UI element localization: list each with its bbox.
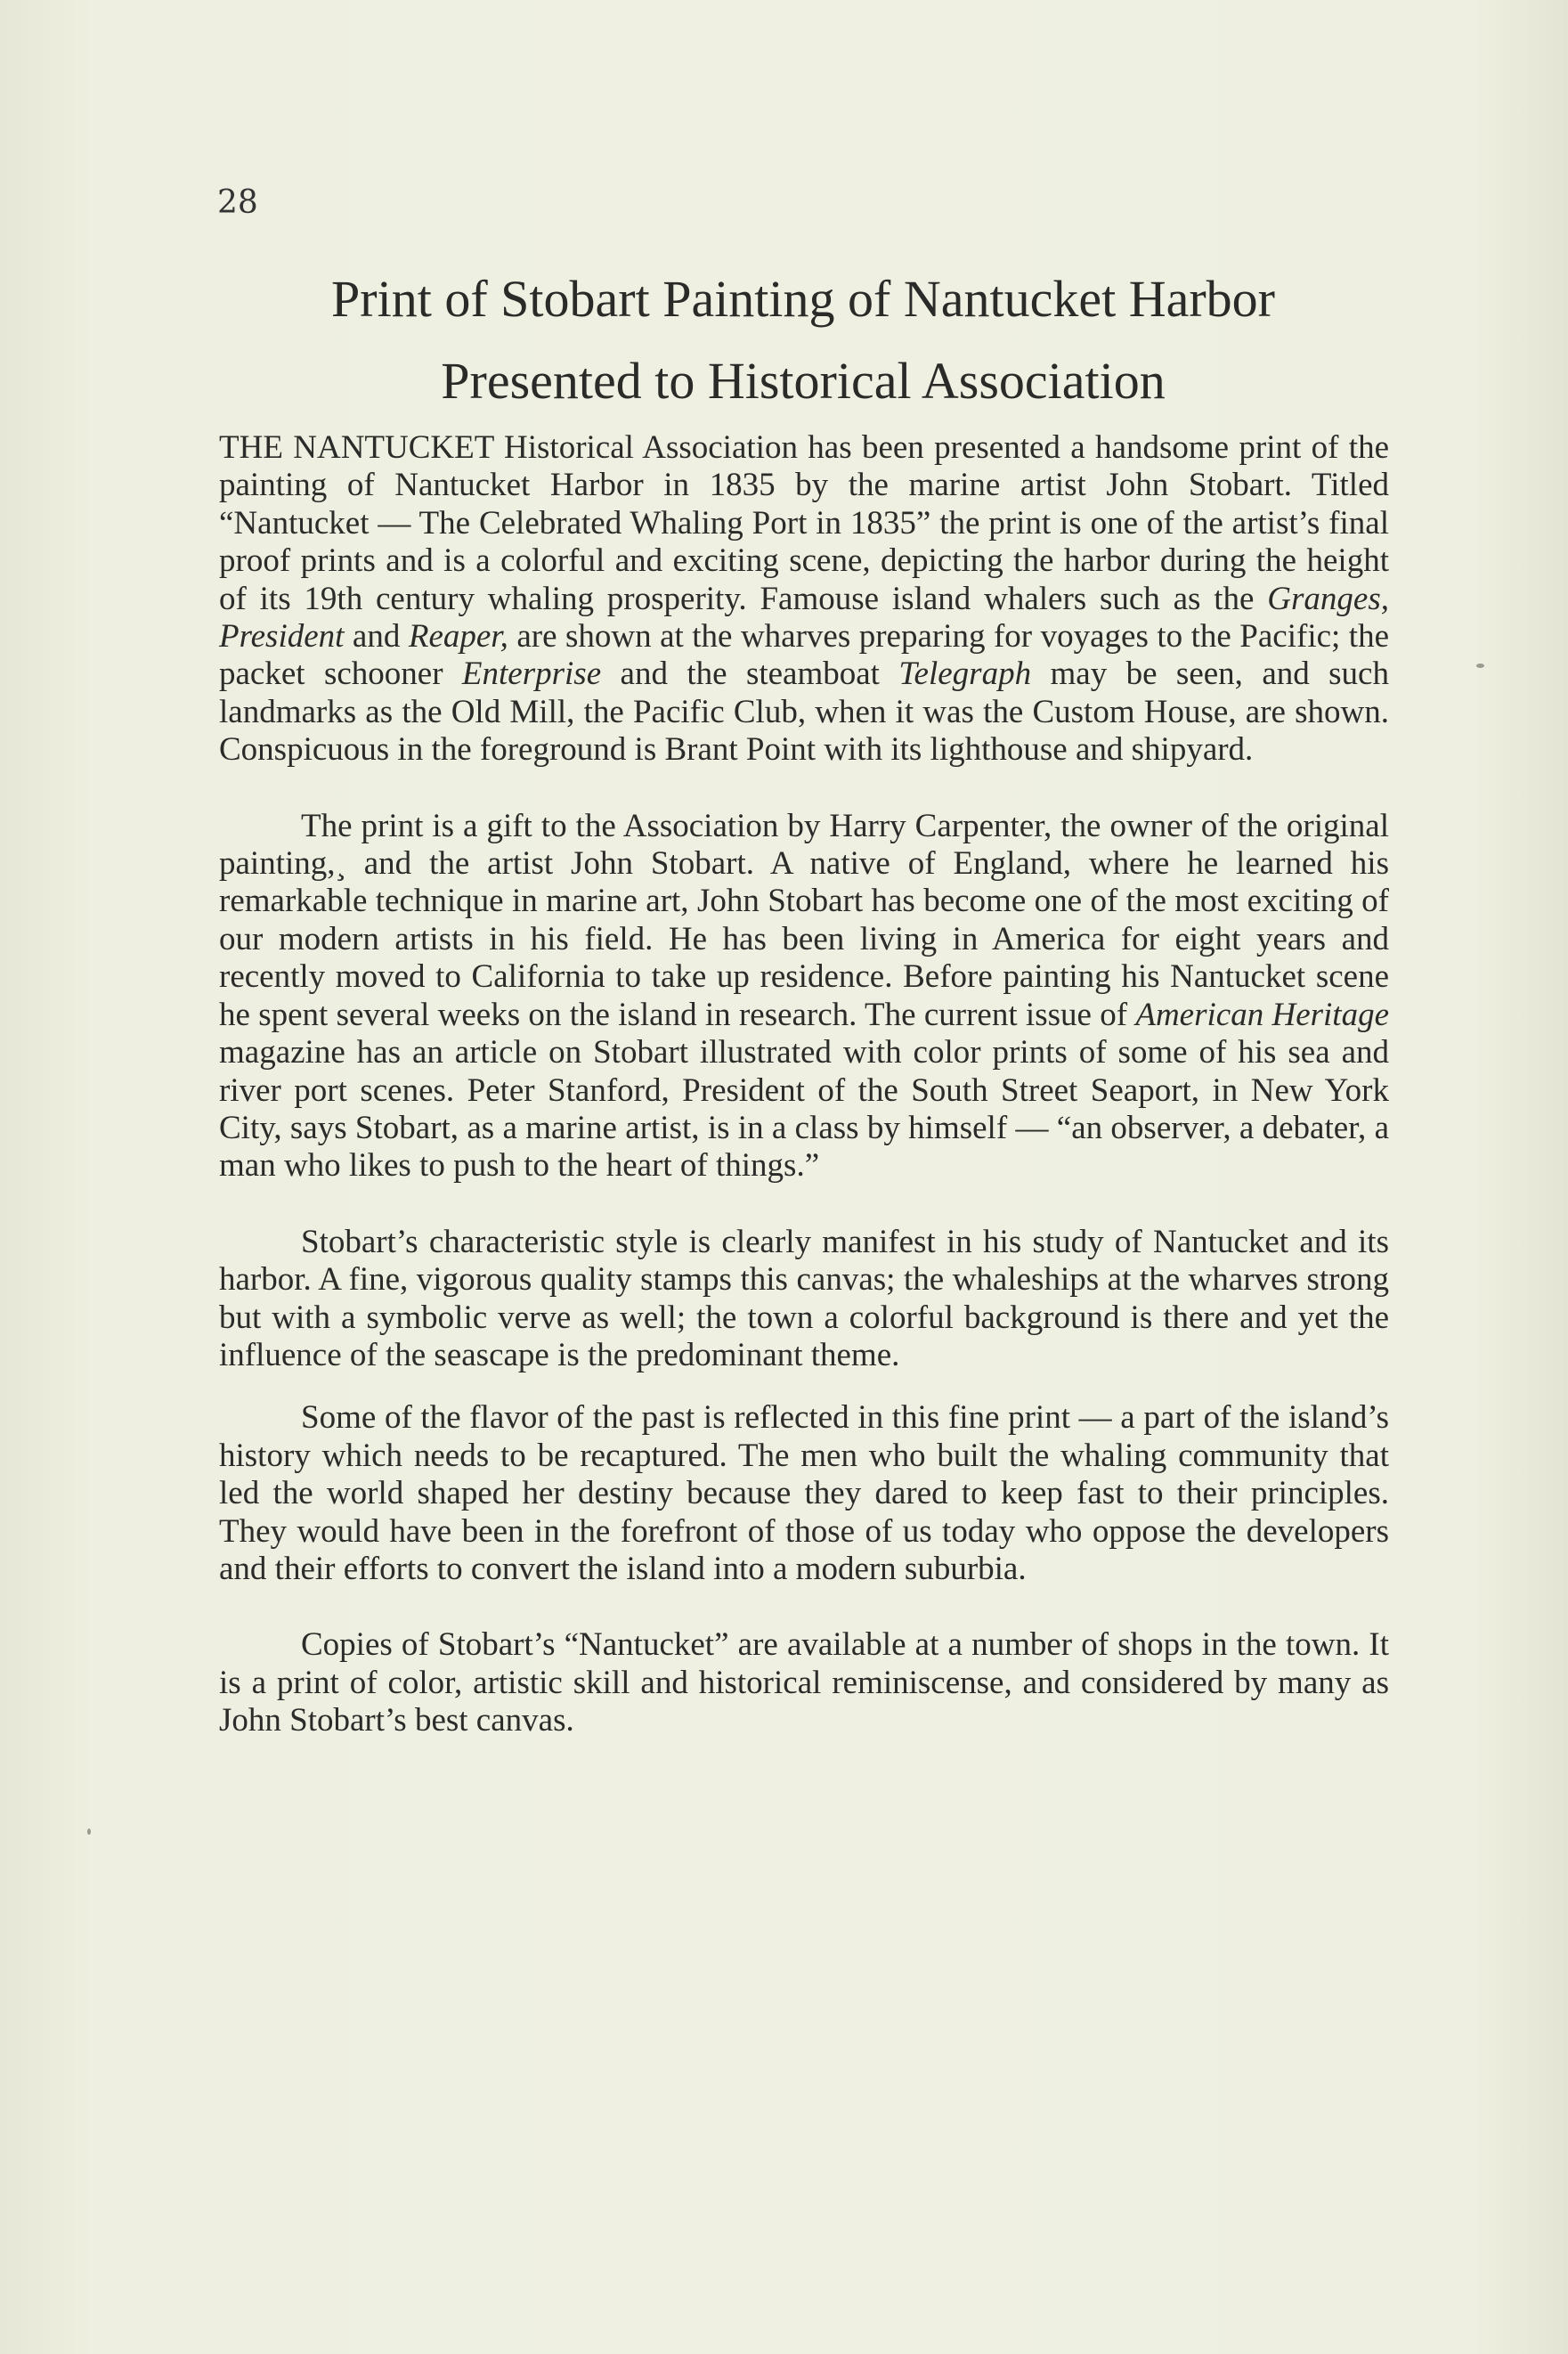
- body-text: The print is a gift to the Association by Harry Carpenter, the owner of the original painting,¸ and the artist John Stobart. A native of England, where he learned his remarkable technique in marine art, John Stobart has become one of the most exciting of our modern artists in his field. He has been living in America for eight years and recently moved to California to take up residence. Before painting his Nantucket scene he spent several weeks on the island in research. The current issue of: [219, 807, 1389, 1033]
- page-number: 28: [217, 184, 258, 221]
- paragraph-5: [219, 1626, 1389, 1739]
- article-title: [215, 258, 1391, 422]
- body-text: THE NANTUCKET Historical Association has been presented a handsome print of the painting of Nantucket Harbor in 1835 by the marine artist John Stobart. Titled “Nantucket — The Celebrated Whaling Port in 1835” the print is one of the artist’s final proof prints and is a colorful and exciting scene, depicting the harbor during the height of its 19th century whaling prosperity. Famouse island whalers such as the: [219, 429, 1389, 617]
- article-title-line-1: Print of Stobart Painting of Nantucket Harbor: [331, 270, 1275, 328]
- italic-title-text: American Heritage: [1135, 996, 1390, 1033]
- body-text: and the steamboat: [601, 656, 899, 693]
- paragraph-1: [219, 429, 1389, 770]
- body-text: Stobart’s characteristic style is clearly manifest in his study of Nantucket and its harbor. A fine, vigorous quality stamps this canvas; the whaleships at the wharves strong but with a symbolic verve as well; the town a colorful background is there and yet the influence of the seascape is the predominant theme.: [219, 1223, 1389, 1373]
- body-text: Some of the flavor of the past is reflected in this fine print — a part of the island’s history which needs to be recaptured. The men who built the whaling community that led the world shaped her destiny because they dared to keep fast to their principles. They would have been in the forefront of those of us today who oppose the developers and their efforts to convert the island into a modern suburbia.: [219, 1399, 1389, 1587]
- italic-title-text: Reaper,: [408, 618, 508, 656]
- article-title-line-2: Presented to Historical Association: [441, 352, 1166, 410]
- paragraph-4: [219, 1399, 1389, 1588]
- body-text: and: [344, 618, 409, 656]
- article-body: [219, 429, 1389, 1740]
- italic-title-text: Granges, President: [219, 580, 1389, 656]
- paper-speck: [1476, 664, 1484, 668]
- italic-title-text: Telegraph: [898, 656, 1032, 693]
- italic-title-text: Enterprise: [461, 656, 602, 693]
- paper-speck: [87, 1829, 91, 1835]
- body-text: magazine has an article on Stobart illustrated with color prints of some of his sea and river port scenes. Peter Stanford, President of the South Street Seaport, in New York City, says Stobart, as a marine artist, is in a class by himself — “an observer, a debater, a man who likes to push to the heart of things.”: [219, 1034, 1389, 1185]
- paragraph-2: [219, 808, 1389, 1185]
- body-text: are shown at the wharves preparing for voyages to the Pacific; the packet schooner: [219, 618, 1389, 693]
- body-text: Copies of Stobart’s “Nantucket” are available at a number of shops in the town. It is a print of color, artistic skill and historical reminiscense, and considered by many as John Stobart’s best canvas.: [219, 1626, 1389, 1739]
- body-text: may be seen, and such landmarks as the Old Mill, the Pacific Club, when it was the Custom House, are shown. Conspicuous in the foreground is Brant Point with its lighthouse and shipyard.: [219, 656, 1389, 769]
- paragraph-3: [219, 1224, 1389, 1375]
